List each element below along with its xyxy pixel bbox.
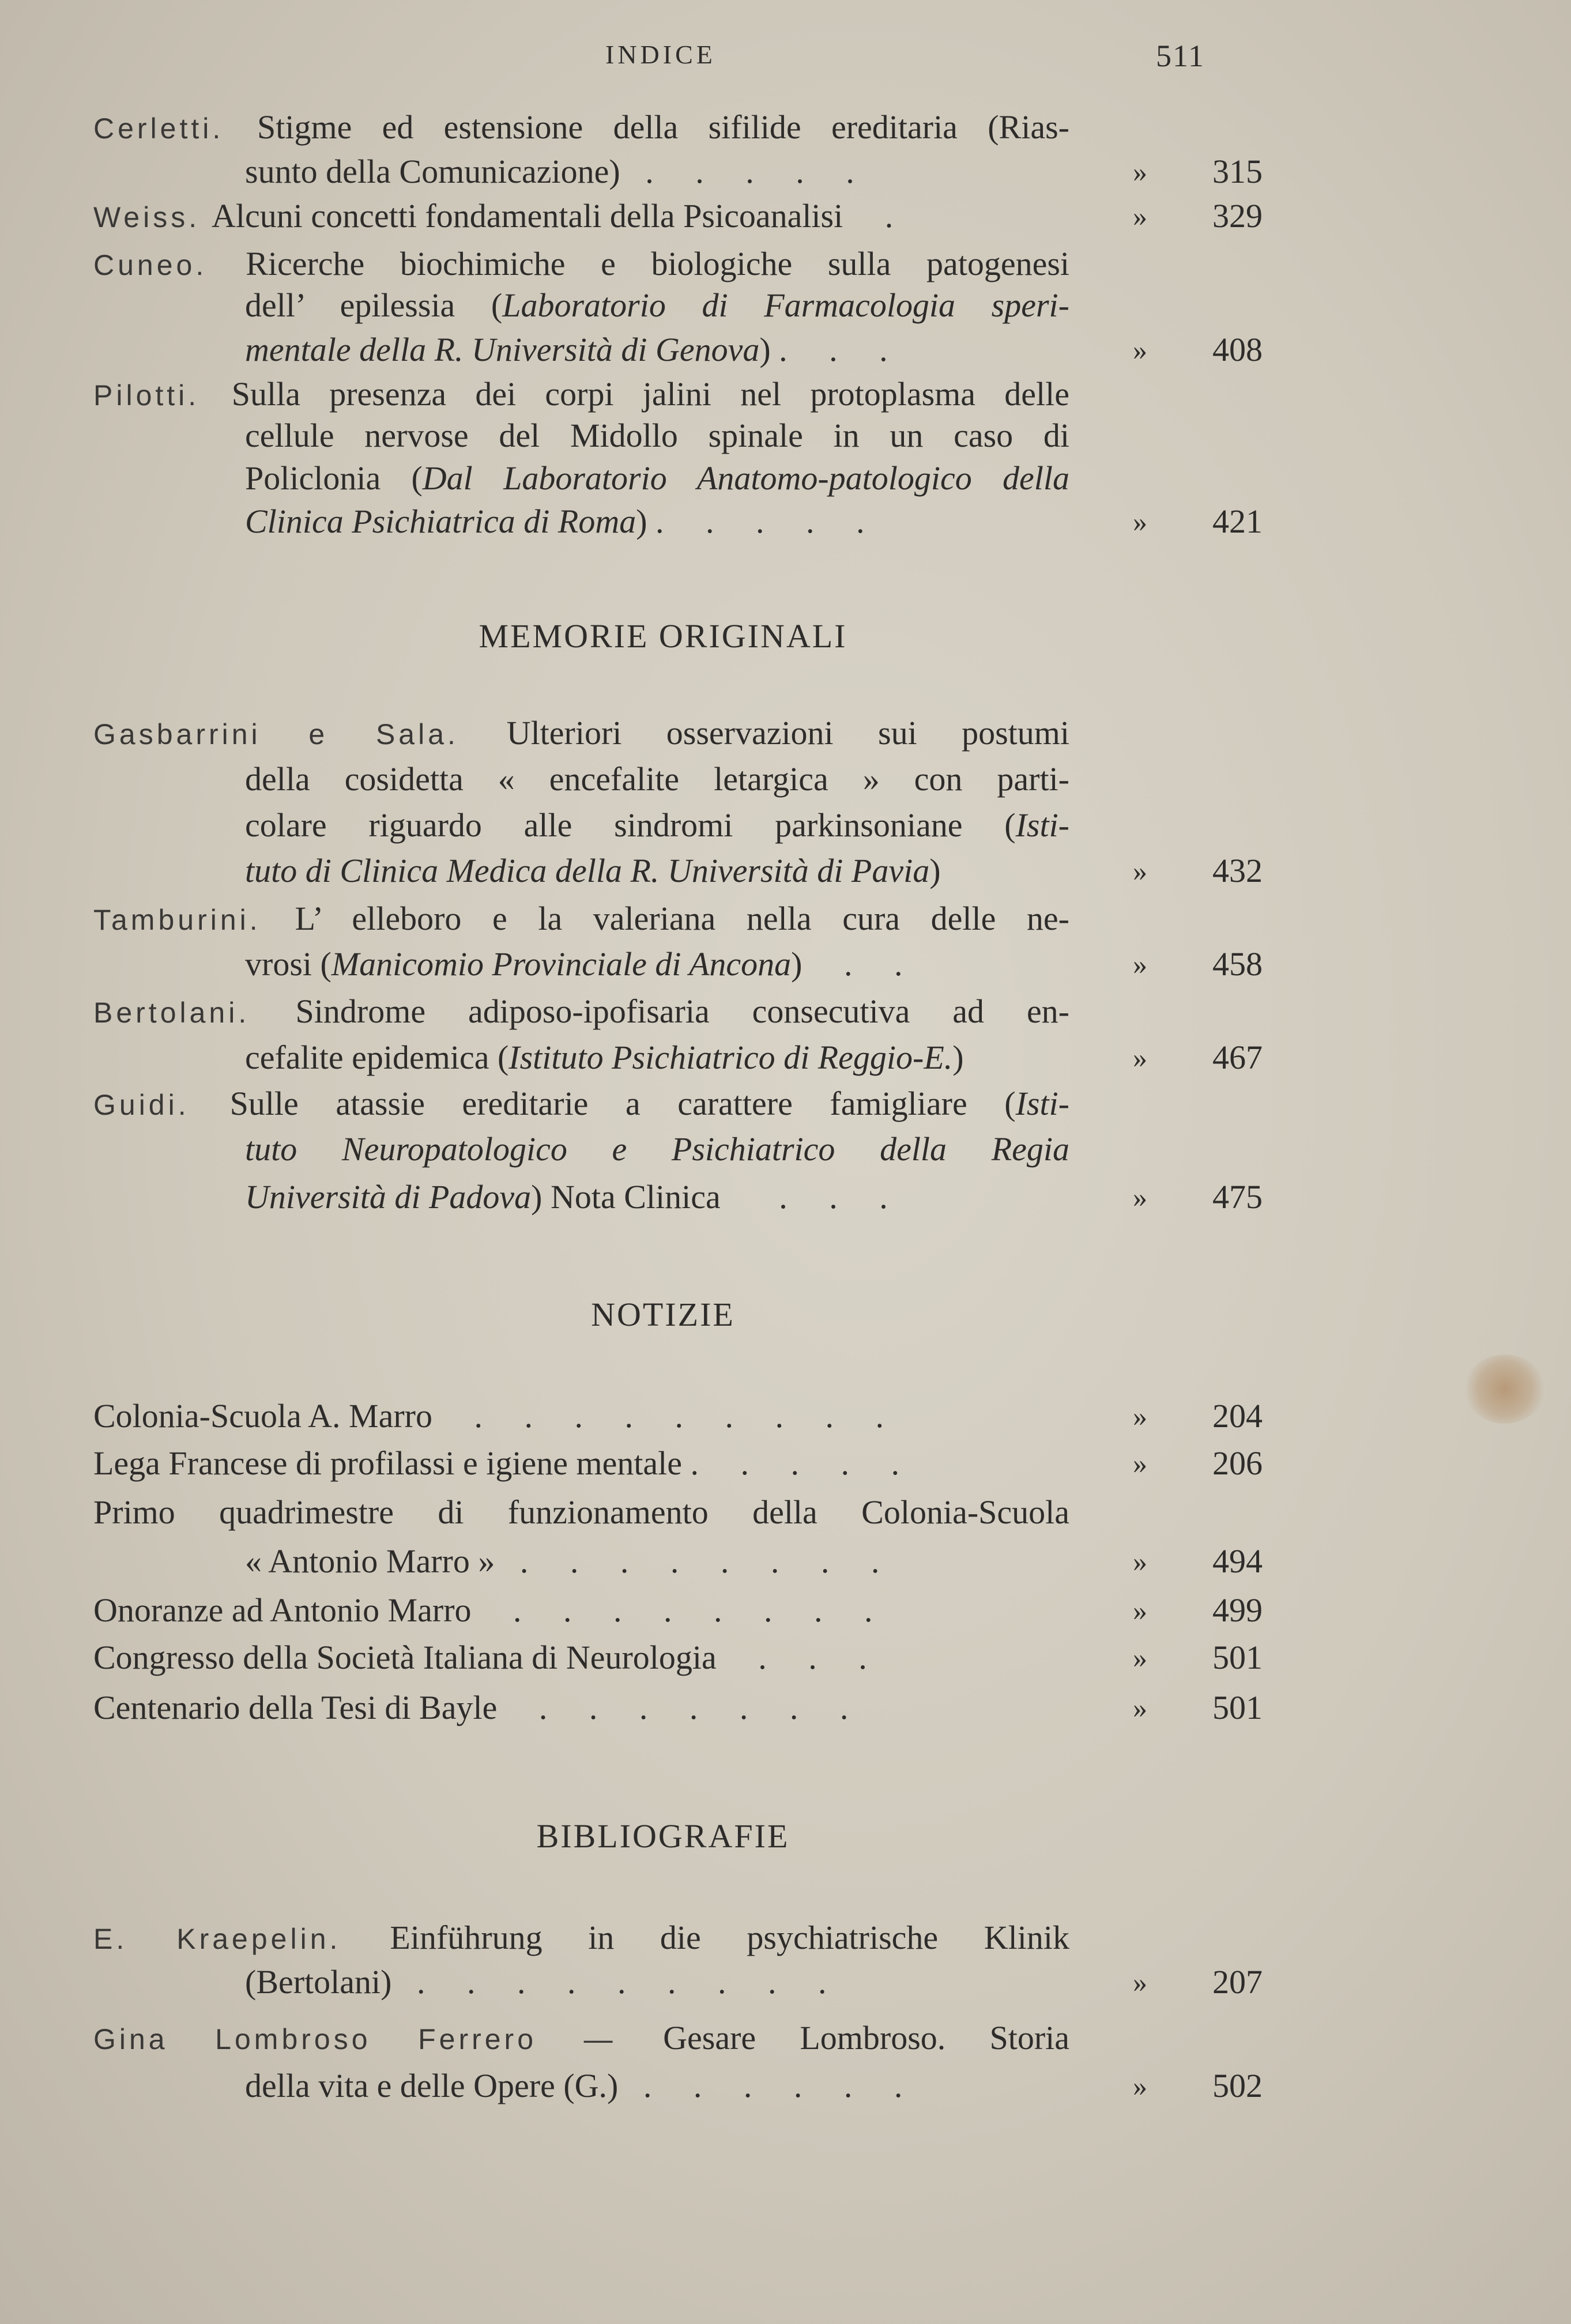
page-marker: » bbox=[1133, 1641, 1147, 1674]
entry-page-number: 501 bbox=[1212, 1689, 1263, 1727]
page-marker: » bbox=[1133, 1447, 1147, 1480]
entry-page-number: 207 bbox=[1212, 1963, 1263, 2001]
entry-text: Sindrome adiposo-ipofisaria consecutiva ad en- bbox=[295, 993, 1069, 1031]
index-entry-line bbox=[93, 107, 1069, 149]
index-entry-line bbox=[245, 1177, 888, 1217]
entry-text: Gesare Lombroso. Storia bbox=[663, 2019, 1069, 2057]
entry-author: Bertolani. bbox=[93, 997, 296, 1029]
entry-author: Cuneo. bbox=[93, 248, 246, 281]
entry-text: Policlonia ( bbox=[245, 459, 423, 497]
index-entry-line bbox=[93, 1590, 873, 1631]
entry-text: L’ elleboro e la valeriana nella cura delle ne- bbox=[295, 899, 1069, 937]
entry-author: Guidi. bbox=[93, 1088, 230, 1121]
entry-page-number: 467 bbox=[1212, 1039, 1263, 1077]
entry-source-italic: Manicomio Provinciale di Ancona bbox=[331, 945, 792, 983]
paper-stain bbox=[1464, 1355, 1545, 1424]
index-entry-line bbox=[93, 1638, 867, 1678]
index-entry-line bbox=[245, 805, 1069, 846]
page-marker: » bbox=[1133, 1400, 1147, 1433]
index-entry-line bbox=[93, 1492, 1069, 1533]
entry-text: Alcuni concetti fondamentali della Psicoanalisi . bbox=[212, 197, 894, 235]
entry-page-number: 206 bbox=[1212, 1444, 1263, 1482]
entry-text: Ricerche biochimiche e biologiche sulla patogenesi bbox=[246, 244, 1069, 282]
index-entry-line bbox=[93, 991, 1069, 1033]
entry-author: Pilotti. bbox=[93, 379, 232, 412]
entry-text: cefalite epidemica ( bbox=[245, 1039, 509, 1077]
entry-page-number: 494 bbox=[1212, 1542, 1263, 1580]
index-entry-line bbox=[245, 851, 941, 891]
entry-text: ) Nota Clinica . . . bbox=[531, 1178, 888, 1216]
page-marker: » bbox=[1133, 1180, 1147, 1213]
page-marker: » bbox=[1133, 333, 1147, 366]
entry-text: ) . . . bbox=[759, 330, 888, 368]
section-heading: MEMORIE ORIGINALI bbox=[479, 617, 847, 655]
entry-source-italic: tuto di Clinica Medica della R. Università di Pavia bbox=[245, 852, 930, 890]
entry-text: Ulteriori osservazioni sui postumi bbox=[506, 714, 1069, 752]
entry-text: Colonia-Scuola A. Marro . . . . . . . . . bbox=[93, 1397, 884, 1435]
entry-text: cellule nervose del Midollo spinale in un caso di bbox=[245, 416, 1069, 454]
entry-text: (Bertolani) . . . . . . . . . bbox=[245, 1963, 827, 2001]
page-marker: » bbox=[1133, 1692, 1147, 1725]
entry-page-number: 501 bbox=[1212, 1638, 1263, 1676]
page-marker: » bbox=[1133, 1042, 1147, 1074]
entry-page-number: 315 bbox=[1212, 153, 1263, 191]
index-entry-line bbox=[93, 713, 1069, 754]
index-entry-line bbox=[245, 944, 903, 984]
entry-page-number: 329 bbox=[1212, 197, 1263, 235]
entry-text: della vita e delle Opere (G.) . . . . . . bbox=[245, 2066, 903, 2104]
entry-text: Stigme ed estensione della sifilide ereditaria (Rias- bbox=[257, 108, 1069, 146]
index-entry-line bbox=[93, 1443, 899, 1484]
entry-author: Weiss. bbox=[93, 201, 212, 234]
entry-page-number: 432 bbox=[1212, 852, 1263, 890]
entry-page-number: 502 bbox=[1212, 2066, 1263, 2104]
entry-author: Gina Lombroso Ferrero — bbox=[93, 2023, 664, 2056]
index-entry-line bbox=[245, 2066, 902, 2106]
entry-source-italic: Università di Padova bbox=[245, 1178, 532, 1216]
entry-page-number: 204 bbox=[1212, 1397, 1263, 1435]
entry-text: Sulle atassie ereditarie a carattere famigliare ( bbox=[229, 1084, 1016, 1122]
entry-text: ) . . bbox=[791, 945, 903, 983]
entry-source-italic: Dal Laboratorio Anatomo-patologico della bbox=[422, 459, 1069, 497]
entry-text: Onoranze ad Antonio Marro . . . . . . . . bbox=[93, 1591, 873, 1629]
page-marker: » bbox=[1133, 200, 1147, 233]
entry-text: ) . . . . . bbox=[636, 502, 865, 540]
entry-source-italic: Clinica Psichiatrica di Roma bbox=[245, 502, 636, 540]
entry-source-italic: Istituto Psichiatrico di Reggio-E. bbox=[508, 1039, 953, 1077]
page-marker: » bbox=[1133, 855, 1147, 888]
entry-text: ) bbox=[952, 1039, 964, 1077]
entry-text: Sulla presenza dei corpi jalini nel protoplasma delle bbox=[231, 375, 1069, 413]
entry-author: Cerletti. bbox=[93, 112, 257, 145]
page-marker: » bbox=[1133, 1965, 1147, 1998]
page-marker: » bbox=[1133, 948, 1147, 981]
entry-page-number: 421 bbox=[1212, 502, 1263, 540]
entry-text: vrosi ( bbox=[245, 945, 331, 983]
entry-text: dell’ epilessia ( bbox=[245, 286, 503, 324]
entry-text: Congresso della Società Italiana di Neurologia . . . bbox=[93, 1638, 867, 1676]
index-entry-line bbox=[93, 2018, 1069, 2059]
section-heading: NOTIZIE bbox=[591, 1296, 735, 1334]
index-entry-line bbox=[93, 244, 1069, 285]
entry-text: della cosidetta « encefalite letargica » con parti- bbox=[245, 760, 1069, 798]
index-entry-line bbox=[245, 152, 854, 192]
index-entry-line bbox=[245, 330, 888, 370]
entry-source-italic: Isti- bbox=[1015, 1084, 1069, 1122]
entry-text: colare riguardo alle sindromi parkinsoniane ( bbox=[245, 806, 1016, 844]
index-entry-line bbox=[93, 1396, 884, 1436]
index-entry-line bbox=[245, 416, 1069, 456]
index-entry-line bbox=[245, 1541, 879, 1582]
entry-text: « Antonio Marro » . . . . . . . . bbox=[245, 1542, 880, 1580]
page-marker: » bbox=[1133, 2069, 1147, 2102]
entry-author: Tamburini. bbox=[93, 903, 295, 936]
entry-page-number: 408 bbox=[1212, 330, 1263, 368]
page-marker: » bbox=[1133, 1594, 1147, 1627]
index-entry-line bbox=[245, 1038, 964, 1078]
page-marker: » bbox=[1133, 505, 1147, 538]
entry-text: Einführung in die psychiatrische Klinik bbox=[390, 1918, 1069, 1956]
index-entry-line bbox=[245, 285, 1069, 326]
page-marker: » bbox=[1133, 1545, 1147, 1578]
entry-source-italic: Isti- bbox=[1015, 806, 1069, 844]
entry-page-number: 499 bbox=[1212, 1591, 1263, 1629]
entry-page-number: 475 bbox=[1212, 1178, 1263, 1216]
index-entry-line bbox=[93, 1084, 1069, 1125]
entry-text: ) bbox=[929, 852, 941, 890]
index-entry-line bbox=[93, 1688, 848, 1728]
entry-author: Gasbarrini e Sala. bbox=[93, 718, 507, 751]
index-entry-line bbox=[245, 458, 1069, 499]
index-entry-line bbox=[245, 1129, 1069, 1169]
entry-page-number: 458 bbox=[1212, 945, 1263, 983]
index-entry-line bbox=[245, 759, 1069, 799]
index-entry-line bbox=[93, 1918, 1069, 1959]
page-marker: » bbox=[1133, 156, 1147, 188]
entry-text: sunto della Comunicazione) . . . . . bbox=[245, 153, 854, 191]
index-entry-line bbox=[93, 196, 893, 237]
entry-source-italic: tuto Neuropatologico e Psichiatrico della Regia bbox=[245, 1130, 1069, 1168]
entry-source-italic: mentale della R. Università di Genova bbox=[245, 330, 760, 368]
index-entry-line bbox=[245, 1962, 826, 2002]
entry-source-italic: Laboratorio di Farmacologia speri- bbox=[502, 286, 1069, 324]
entry-text: Lega Francese di profilassi e igiene mentale . . . . . bbox=[93, 1444, 900, 1482]
index-entry-line bbox=[93, 899, 1069, 940]
section-heading: BIBLIOGRAFIE bbox=[536, 1817, 790, 1855]
running-header-page-number: 511 bbox=[1156, 39, 1205, 73]
entry-text: Primo quadrimestre di funzionamento della Colonia-Scuola bbox=[93, 1493, 1069, 1531]
index-entry-line bbox=[93, 374, 1069, 416]
index-entry-line bbox=[245, 501, 865, 542]
entry-text: Centenario della Tesi di Bayle . . . . . . . bbox=[93, 1689, 849, 1727]
entry-author: E. Kraepelin. bbox=[93, 1922, 390, 1955]
running-header-title: INDICE bbox=[605, 40, 716, 69]
